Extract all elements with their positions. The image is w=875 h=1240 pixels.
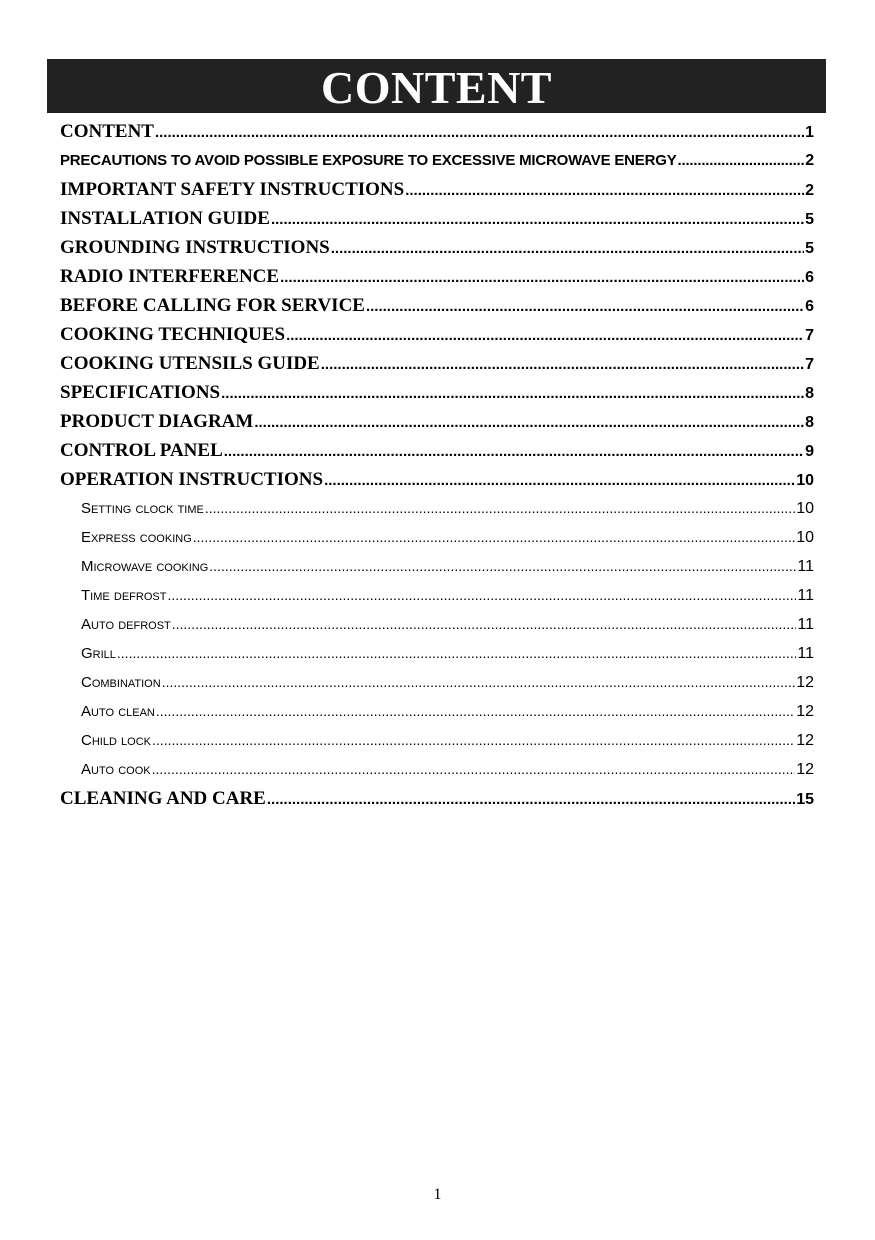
toc-entry-page: 12	[796, 761, 814, 778]
toc-entry[interactable]	[60, 436, 814, 465]
dot-leader	[321, 350, 804, 378]
toc-entry[interactable]	[60, 204, 814, 233]
toc-entry[interactable]	[60, 320, 814, 349]
toc-entry[interactable]	[60, 175, 814, 204]
toc-entry-label: GROUNDING INSTRUCTIONS	[60, 237, 330, 258]
dot-leader	[117, 639, 796, 668]
toc-entry-label: CLEANING AND CARE	[60, 788, 266, 809]
dot-leader	[193, 523, 795, 552]
toc-entry-page: 2	[805, 182, 814, 199]
toc-entry[interactable]	[60, 146, 814, 175]
dot-leader	[155, 118, 804, 146]
toc-entry-label: Auto clean	[81, 703, 155, 720]
toc-entry-label: PRECAUTIONS TO AVOID POSSIBLE EXPOSURE TO EXCESSIVE MICROWAVE ENERGY	[60, 152, 677, 169]
page-title: CONTENT	[47, 59, 826, 113]
toc-entry-page: 11	[797, 616, 814, 633]
toc-entry-page: 8	[805, 385, 814, 402]
dot-leader	[324, 466, 795, 494]
toc-entry-page: 9	[805, 443, 814, 460]
dot-leader	[271, 205, 804, 233]
toc-entry-label: COOKING TECHNIQUES	[60, 324, 286, 345]
dot-leader	[254, 408, 804, 436]
dot-leader	[209, 552, 796, 581]
toc-entry-label: Combination	[81, 674, 161, 691]
toc-entry[interactable]	[60, 349, 814, 378]
dot-leader	[156, 697, 795, 726]
toc-entry-page: 6	[805, 269, 814, 286]
toc-entry-page: 15	[796, 791, 814, 808]
toc-entry-page: 7	[805, 327, 814, 344]
toc-subentry[interactable]	[60, 523, 814, 552]
toc-subentry[interactable]	[60, 581, 814, 610]
dot-leader	[205, 494, 795, 523]
toc-entry-label: COOKING UTENSILS GUIDE	[60, 353, 320, 374]
toc-entry[interactable]	[60, 262, 814, 291]
toc-entry[interactable]	[60, 233, 814, 262]
toc-entry[interactable]	[60, 291, 814, 320]
toc-entry-label: Express cooking	[81, 529, 192, 546]
toc-entry-page: 1	[805, 124, 814, 141]
toc-subentry[interactable]	[60, 610, 814, 639]
toc-entry-label: Time defrost	[81, 587, 167, 604]
dot-leader	[221, 379, 804, 407]
toc-subentry[interactable]	[60, 697, 814, 726]
table-of-contents	[60, 117, 814, 813]
toc-subentry[interactable]	[60, 639, 814, 668]
toc-subentry[interactable]	[60, 494, 814, 523]
dot-leader	[678, 146, 805, 175]
toc-entry-label: Child lock	[81, 732, 152, 749]
toc-entry[interactable]	[60, 407, 814, 436]
toc-entry-label: CONTENT	[60, 121, 154, 142]
toc-entry-page: 5	[805, 240, 814, 257]
toc-entry[interactable]	[60, 784, 814, 813]
dot-leader	[172, 610, 797, 639]
toc-entry-page: 11	[797, 645, 814, 662]
dot-leader	[167, 581, 796, 610]
toc-entry-label: Grill	[81, 645, 116, 662]
toc-entry-page: 12	[796, 703, 814, 720]
dot-leader	[152, 755, 796, 784]
toc-entry-page: 10	[796, 472, 814, 489]
toc-entry-label: Microwave cooking	[81, 558, 209, 575]
toc-entry-page: 12	[796, 674, 814, 691]
toc-entry[interactable]	[60, 378, 814, 407]
toc-entry-page: 10	[796, 500, 814, 517]
dot-leader	[224, 437, 804, 465]
dot-leader	[331, 234, 804, 262]
toc-entry-label: Setting clock time	[81, 500, 204, 517]
toc-entry-label: PRODUCT DIAGRAM	[60, 411, 254, 432]
toc-subentry[interactable]	[60, 552, 814, 581]
dot-leader	[267, 785, 795, 813]
toc-entry-page: 11	[797, 558, 814, 575]
dot-leader	[152, 726, 795, 755]
toc-entry-page: 12	[796, 732, 814, 749]
toc-entry-page: 6	[805, 298, 814, 315]
toc-entry[interactable]	[60, 465, 814, 494]
toc-entry-label: CONTROL PANEL	[60, 440, 223, 461]
toc-subentry[interactable]	[60, 726, 814, 755]
toc-entry[interactable]	[60, 117, 814, 146]
toc-entry-page: 10	[796, 529, 814, 546]
dot-leader	[280, 263, 804, 291]
toc-subentry[interactable]	[60, 755, 814, 784]
page-number: 1	[433, 1186, 442, 1203]
toc-entry-label: SPECIFICATIONS	[60, 382, 221, 403]
toc-entry-label: Auto defrost	[81, 616, 171, 633]
dot-leader	[286, 321, 804, 349]
toc-subentry[interactable]	[60, 668, 814, 697]
toc-entry-label: OPERATION INSTRUCTIONS	[60, 469, 324, 490]
toc-entry-label: BEFORE CALLING FOR SERVICE	[60, 295, 365, 316]
toc-entry-page: 5	[805, 211, 814, 228]
toc-entry-label: Auto cook	[81, 761, 151, 778]
toc-entry-label: RADIO INTERFERENCE	[60, 266, 280, 287]
toc-entry-page: 2	[805, 152, 814, 169]
toc-entry-label: IMPORTANT SAFETY INSTRUCTIONS	[60, 179, 405, 200]
toc-entry-page: 7	[805, 356, 814, 373]
dot-leader	[366, 292, 804, 320]
toc-entry-label: INSTALLATION GUIDE	[60, 208, 270, 229]
dot-leader	[405, 176, 804, 204]
dot-leader	[162, 668, 796, 697]
toc-entry-page: 8	[805, 414, 814, 431]
toc-entry-page: 11	[797, 587, 814, 604]
